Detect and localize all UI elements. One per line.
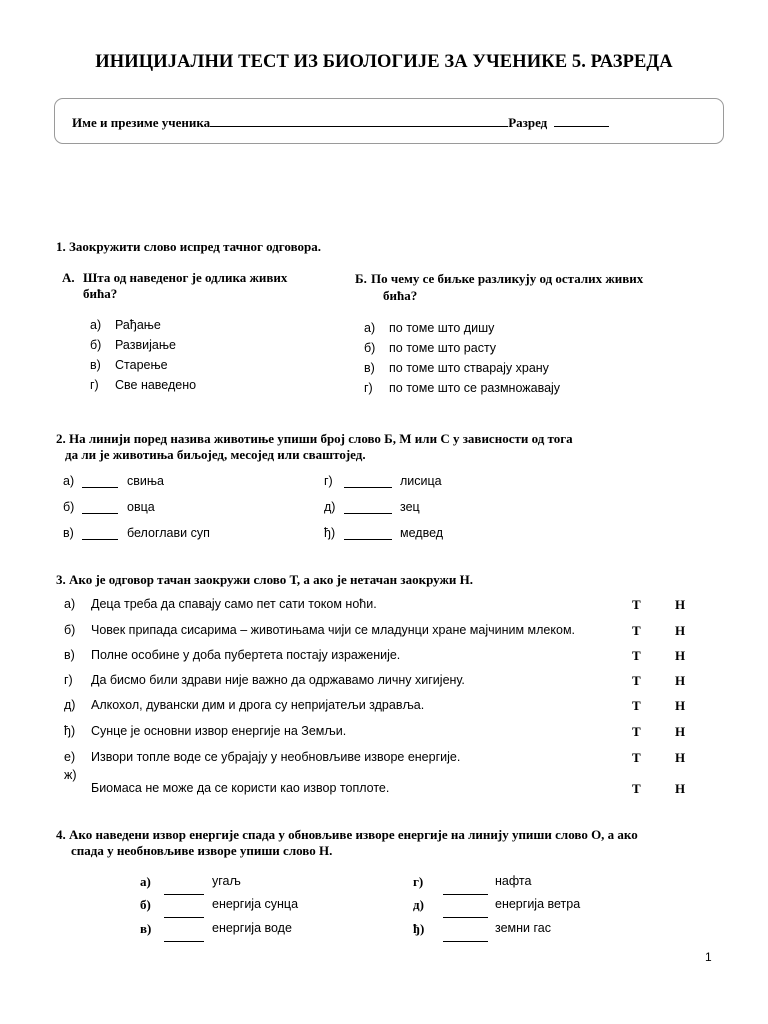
question-1b-text-line2: бића?: [383, 288, 418, 303]
question-2-title-line2: да ли је животиња биљојед, месојед или свaштојед.: [65, 447, 366, 462]
q3-statement: Да бисмо били здрави није важно да одржавамо личну хигијену.: [91, 673, 465, 687]
false-option[interactable]: Н: [675, 750, 686, 765]
question-1b-text-line1: По чему се биљке разликују од осталих живих: [371, 271, 644, 286]
true-option[interactable]: Т: [632, 724, 641, 739]
q2-answer-line[interactable]: [82, 501, 118, 514]
q4-answer-line[interactable]: [443, 941, 488, 942]
grade-label: Разред: [508, 115, 548, 130]
question-1-title: 1. Заокружити слово испред тачног одговора.: [56, 239, 321, 254]
q1a-option-text: Старење: [115, 358, 168, 372]
q4-item-text: енергија ветра: [495, 897, 581, 911]
true-option[interactable]: Т: [632, 781, 641, 796]
question-1a-text-line1: Шта од наведеног је одлика живих: [83, 270, 288, 285]
true-option[interactable]: Т: [632, 597, 641, 612]
q3-item-letter: ж): [64, 768, 77, 782]
q2-item-letter: б): [63, 500, 75, 514]
false-option[interactable]: Н: [675, 597, 686, 612]
true-option[interactable]: Т: [632, 698, 641, 713]
q1a-option-letter[interactable]: в): [90, 358, 101, 372]
q4-answer-line[interactable]: [164, 917, 204, 918]
true-option[interactable]: Т: [632, 673, 641, 688]
q2-answer-line[interactable]: [344, 475, 392, 488]
student-info-row: [72, 114, 609, 131]
page-title: ИНИЦИЈАЛНИ ТЕСТ ИЗ БИОЛОГИЈЕ ЗА УЧЕНИКЕ 5. РАЗРЕДА: [95, 52, 673, 72]
q2-answer-line[interactable]: [344, 527, 392, 540]
student-name-line[interactable]: [210, 114, 508, 127]
q2-item-letter: в): [63, 526, 74, 540]
q2-item-letter: г): [324, 474, 333, 488]
q3-statement: Полне особине у доба пубертета постају израженије.: [91, 648, 401, 662]
false-option[interactable]: Н: [675, 781, 686, 796]
false-option[interactable]: Н: [675, 698, 686, 713]
page-number: 1: [705, 950, 712, 964]
false-option[interactable]: Н: [675, 623, 686, 638]
question-4-title-line1: 4. Ако наведени извор енергије спада у обновљиве изворе енергије на линију упиши слово О, а ако: [56, 827, 638, 842]
q4-answer-line[interactable]: [164, 894, 204, 895]
true-option[interactable]: Т: [632, 750, 641, 765]
question-4-title-line2: спада у необновљиве изворе упиши слово Н.: [71, 843, 333, 858]
q3-item-letter: в): [64, 648, 75, 662]
q2-answer-line[interactable]: [82, 527, 118, 540]
question-1b-label: Б.: [355, 271, 367, 286]
q3-statement: Човек припада сисарима – животињама чији се младунци хране мајчиним млеком.: [91, 623, 576, 637]
q4-item-letter: б): [140, 897, 151, 912]
question-3-title: 3. Ако је одговор тачан заокружи слово Т, а ако је нетачан заокружи Н.: [56, 572, 473, 587]
q2-item-text: свиња: [127, 474, 164, 488]
q4-item-text: угаљ: [212, 874, 241, 888]
q3-item-letter: г): [64, 673, 73, 687]
q1b-option-text: по томе што расту: [389, 341, 497, 355]
student-name-label: Име и презиме ученика: [72, 115, 211, 130]
q3-statement: Извори топле воде се убрајају у необновљиве изворе енергије.: [91, 750, 461, 764]
q3-item-letter: ђ): [64, 724, 76, 738]
q4-item-text: енергија воде: [212, 921, 292, 935]
q3-item-letter: д): [64, 698, 76, 712]
q4-item-text: енергија сунца: [212, 897, 299, 911]
false-option[interactable]: Н: [675, 724, 686, 739]
q1a-option-letter[interactable]: б): [90, 338, 102, 352]
false-option[interactable]: Н: [675, 673, 686, 688]
q3-item-letter: а): [64, 597, 76, 611]
q4-answer-line[interactable]: [164, 941, 204, 942]
true-option[interactable]: Т: [632, 648, 641, 663]
q1b-option-text: по томе што се размножавају: [389, 381, 561, 395]
q3-statement: Алкохол, дувански дим и дрога су непријатељи здравља.: [91, 698, 425, 712]
q3-statement: Биомаса не може да се користи као извор топлоте.: [91, 781, 390, 795]
q4-answer-line[interactable]: [443, 894, 488, 895]
q3-item-letter: б): [64, 623, 76, 637]
q2-item-text: белоглави суп: [127, 526, 210, 540]
q2-item-text: медвед: [400, 526, 444, 540]
true-option[interactable]: Т: [632, 623, 641, 638]
q4-item-letter: в): [140, 921, 152, 936]
q4-item-text: нафта: [495, 874, 532, 888]
q1a-option-text: Рађање: [115, 318, 161, 332]
q1b-option-letter[interactable]: г): [364, 381, 373, 395]
q1a-option-letter[interactable]: г): [90, 378, 99, 392]
q3-statement: Сунце је основни извор енергије на Земљи.: [91, 724, 347, 738]
q3-item-letter: е): [64, 750, 76, 764]
q2-answer-line[interactable]: [344, 501, 392, 514]
grade-line[interactable]: [554, 114, 609, 127]
q1b-option-letter[interactable]: в): [364, 361, 375, 375]
false-option[interactable]: Н: [675, 648, 686, 663]
q4-item-letter: д): [413, 897, 424, 912]
box-decoration: [76, 143, 100, 144]
q1a-option-letter[interactable]: а): [90, 318, 102, 332]
q1a-option-text: Све наведено: [115, 378, 197, 392]
q2-item-letter: а): [63, 474, 75, 488]
q1b-option-letter[interactable]: а): [364, 321, 376, 335]
q4-item-letter: а): [140, 874, 151, 889]
q2-item-letter: ђ): [324, 526, 336, 540]
q3-statement: Деца треба да спавају само пет сати током ноћи.: [91, 597, 377, 611]
question-2-title-line1: 2. На линији поред назива животиње упиши број слово Б, М или С у зависности од тога: [56, 431, 573, 446]
q4-item-letter: ђ): [413, 921, 425, 936]
q1b-option-text: по томе што стварају храну: [389, 361, 549, 375]
q2-item-text: лисица: [400, 474, 442, 488]
q1b-option-text: по томе што дишу: [389, 321, 495, 335]
question-1a-text-line2: бића?: [83, 286, 118, 301]
q2-item-letter: д): [324, 500, 336, 514]
q2-answer-line[interactable]: [82, 475, 118, 488]
q2-item-text: зец: [400, 500, 420, 514]
q4-item-text: земни гас: [495, 921, 551, 935]
q4-answer-line[interactable]: [443, 917, 488, 918]
q1a-option-text: Развијање: [115, 338, 176, 352]
q4-item-letter: г): [413, 874, 424, 889]
q1b-option-letter[interactable]: б): [364, 341, 376, 355]
q2-item-text: овца: [127, 500, 155, 514]
question-1a-label: А.: [62, 270, 75, 285]
